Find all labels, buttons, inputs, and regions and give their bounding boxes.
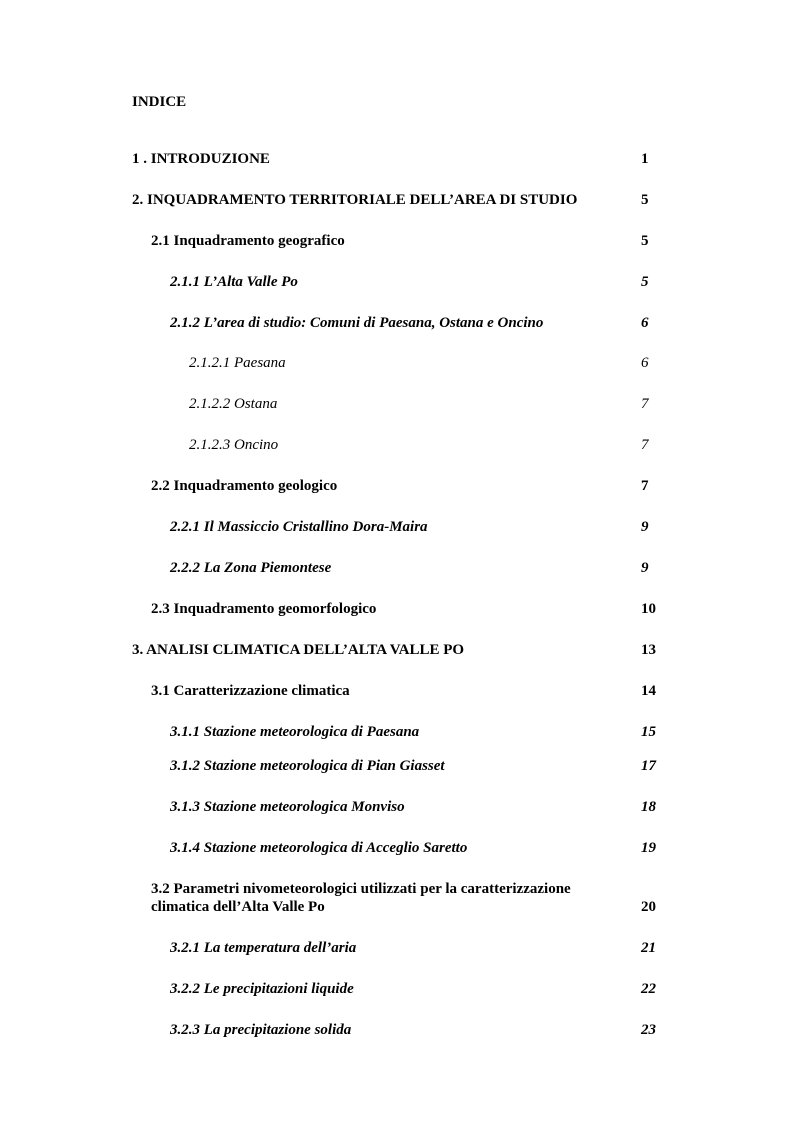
toc-entry-page: 23 (641, 1022, 656, 1038)
toc-entry-label: 1 . INTRODUZIONE (132, 151, 270, 167)
toc-entry-label: 2.2.2 La Zona Piemontese (170, 560, 332, 576)
toc-entry-page: 21 (641, 940, 656, 956)
toc-entry-page: 9 (641, 519, 649, 535)
toc-entry-label: 2. INQUADRAMENTO TERRITORIALE DELL’AREA DI STUDIO (132, 192, 578, 208)
toc-entry-label: 2.1.2.1 Paesana (189, 355, 286, 371)
toc-entry-label: 3.2.2 Le precipitazioni liquide (170, 981, 354, 997)
toc-entry-label: 2.1 Inquadramento geografico (151, 233, 345, 249)
toc-entry-page: 5 (641, 233, 649, 249)
toc-entry-label: 3.1.3 Stazione meteorologica Monviso (170, 799, 405, 815)
toc-entry-label: 2.3 Inquadramento geomorfologico (151, 601, 377, 617)
toc-entry-page: 7 (641, 478, 649, 494)
toc-entry-page: 7 (641, 396, 649, 412)
toc-entry-page: 6 (641, 315, 649, 331)
toc-entry-label: 2.1.1 L’Alta Valle Po (170, 274, 298, 290)
toc-entry-page: 9 (641, 560, 649, 576)
toc-entry-label: 3.1 Caratterizzazione climatica (151, 683, 350, 699)
toc-entry-page: 19 (641, 840, 656, 856)
toc-entry-page: 13 (641, 642, 656, 658)
toc-entry-page: 17 (641, 758, 656, 774)
toc-entry-label: 3.1.2 Stazione meteorologica di Pian Giasset (170, 758, 445, 774)
toc-entry-label: 2.1.2.2 Ostana (189, 396, 278, 412)
toc-entry-page: 15 (641, 724, 656, 740)
toc-entry-page: 5 (641, 192, 649, 208)
toc-entry-page: 18 (641, 799, 656, 815)
toc-entry-page: 14 (641, 683, 656, 699)
toc-entry-page: 10 (641, 601, 656, 617)
toc-entry-label: 3.2 Parametri nivometeorologici utilizzati per la caratterizzazione climatica dell’Alta Valle Po (151, 881, 571, 915)
toc-entry-label: 2.1.2.3 Oncino (189, 437, 279, 453)
toc-entry-label: 2.2.1 Il Massiccio Cristallino Dora-Maira (170, 519, 428, 535)
toc-entry-label: 3.2.3 La precipitazione solida (170, 1022, 352, 1038)
toc-entry-label: 2.2 Inquadramento geologico (151, 478, 338, 494)
toc-entry-page: 5 (641, 274, 649, 290)
toc-entry-page: 22 (641, 981, 656, 997)
toc-entry-page: 7 (641, 437, 649, 453)
toc-entry-page: 20 (641, 899, 656, 915)
toc-entry-page: 6 (641, 355, 649, 371)
toc-entry-label: 3.1.4 Stazione meteorologica di Acceglio Saretto (170, 840, 468, 856)
toc-entry-label: 2.1.2 L’area di studio: Comuni di Paesana, Ostana e Oncino (170, 315, 544, 331)
toc-entry-page: 1 (641, 151, 649, 167)
toc-entry-label: 3.2.1 La temperatura dell’aria (170, 940, 357, 956)
toc-heading: INDICE (132, 94, 187, 110)
toc-entry-label: 3.1.1 Stazione meteorologica di Paesana (170, 724, 420, 740)
toc-entry-label: 3. ANALISI CLIMATICA DELL’ALTA VALLE PO (132, 642, 465, 658)
